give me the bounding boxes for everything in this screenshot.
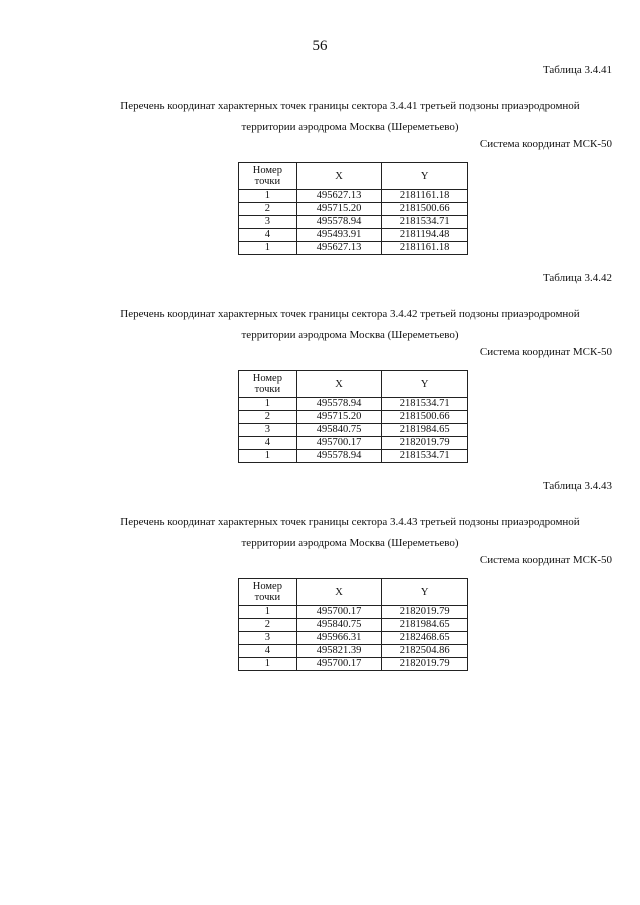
header-point-number: Номер точки [239, 579, 297, 606]
caption-line-2: территории аэродрома Москва (Шереметьево) [241, 121, 459, 133]
header-x: X [296, 371, 382, 398]
cell-point: 1 [239, 606, 297, 619]
header-y: Y [382, 371, 468, 398]
table-row [239, 658, 468, 671]
cell-point: 1 [239, 190, 297, 203]
cell-x: 495493.91 [296, 229, 382, 242]
cell-y: 2182019.79 [382, 437, 468, 450]
table-header-row [239, 371, 468, 398]
table-row [239, 411, 468, 424]
coordinate-system: Система координат МСК-50 [479, 138, 612, 150]
table-row [239, 203, 468, 216]
cell-y: 2181161.18 [382, 242, 468, 255]
coordinate-system: Система координат МСК-50 [479, 346, 612, 358]
cell-x: 495700.17 [296, 437, 382, 450]
cell-y: 2181194.48 [382, 229, 468, 242]
table-caption [60, 512, 640, 554]
cell-point: 3 [239, 424, 297, 437]
cell-y: 2181984.65 [382, 619, 468, 632]
cell-point: 4 [239, 645, 297, 658]
header-y: Y [382, 579, 468, 606]
cell-x: 495627.13 [296, 242, 382, 255]
cell-point: 1 [239, 242, 297, 255]
table-caption [60, 96, 640, 138]
cell-point: 1 [239, 398, 297, 411]
cell-point: 1 [239, 450, 297, 463]
cell-y: 2182468.65 [382, 632, 468, 645]
cell-x: 495840.75 [296, 424, 382, 437]
cell-y: 2181534.71 [382, 398, 468, 411]
table-row [239, 619, 468, 632]
cell-y: 2181500.66 [382, 411, 468, 424]
table-row [239, 450, 468, 463]
cell-y: 2181534.71 [382, 450, 468, 463]
cell-x: 495966.31 [296, 632, 382, 645]
table-row [239, 190, 468, 203]
table-row [239, 437, 468, 450]
table-row [239, 645, 468, 658]
table-caption [60, 304, 640, 346]
cell-x: 495627.13 [296, 190, 382, 203]
cell-y: 2182504.86 [382, 645, 468, 658]
header-x: X [296, 579, 382, 606]
cell-y: 2181984.65 [382, 424, 468, 437]
cell-x: 495700.17 [296, 658, 382, 671]
table-label: Таблица 3.4.41 [542, 64, 612, 76]
cell-point: 3 [239, 632, 297, 645]
caption-line-1: Перечень координат характерных точек границы сектора 3.4.43 третьей подзоны приаэродромной [120, 516, 580, 528]
cell-point: 2 [239, 619, 297, 632]
cell-x: 495821.39 [296, 645, 382, 658]
table-header-row [239, 579, 468, 606]
table-row [239, 424, 468, 437]
cell-x: 495578.94 [296, 450, 382, 463]
caption-line-2: территории аэродрома Москва (Шереметьево) [241, 537, 459, 549]
coordinates-table [238, 370, 468, 463]
table-row [239, 606, 468, 619]
cell-x: 495715.20 [296, 411, 382, 424]
cell-point: 2 [239, 203, 297, 216]
coordinates-table [238, 162, 468, 255]
header-x: X [296, 163, 382, 190]
table-row [239, 398, 468, 411]
table-row [239, 242, 468, 255]
cell-point: 4 [239, 229, 297, 242]
coordinate-system: Система координат МСК-50 [479, 554, 612, 566]
header-y: Y [382, 163, 468, 190]
cell-y: 2181534.71 [382, 216, 468, 229]
cell-x: 495715.20 [296, 203, 382, 216]
page-number: 56 [312, 38, 328, 54]
cell-x: 495700.17 [296, 606, 382, 619]
cell-point: 2 [239, 411, 297, 424]
cell-x: 495840.75 [296, 619, 382, 632]
table-label: Таблица 3.4.42 [542, 272, 612, 284]
coordinates-table [238, 578, 468, 671]
cell-point: 4 [239, 437, 297, 450]
header-point-number: Номер точки [239, 163, 297, 190]
cell-x: 495578.94 [296, 398, 382, 411]
table-row [239, 632, 468, 645]
header-point-number: Номер точки [239, 371, 297, 398]
caption-line-1: Перечень координат характерных точек границы сектора 3.4.42 третьей подзоны приаэродромной [120, 308, 580, 320]
table-row [239, 229, 468, 242]
caption-line-1: Перечень координат характерных точек границы сектора 3.4.41 третьей подзоны приаэродромной [120, 100, 580, 112]
cell-y: 2181161.18 [382, 190, 468, 203]
cell-x: 495578.94 [296, 216, 382, 229]
table-row [239, 216, 468, 229]
cell-point: 3 [239, 216, 297, 229]
table-header-row [239, 163, 468, 190]
cell-point: 1 [239, 658, 297, 671]
cell-y: 2182019.79 [382, 658, 468, 671]
cell-y: 2181500.66 [382, 203, 468, 216]
table-label: Таблица 3.4.43 [542, 480, 612, 492]
cell-y: 2182019.79 [382, 606, 468, 619]
caption-line-2: территории аэродрома Москва (Шереметьево) [241, 329, 459, 341]
